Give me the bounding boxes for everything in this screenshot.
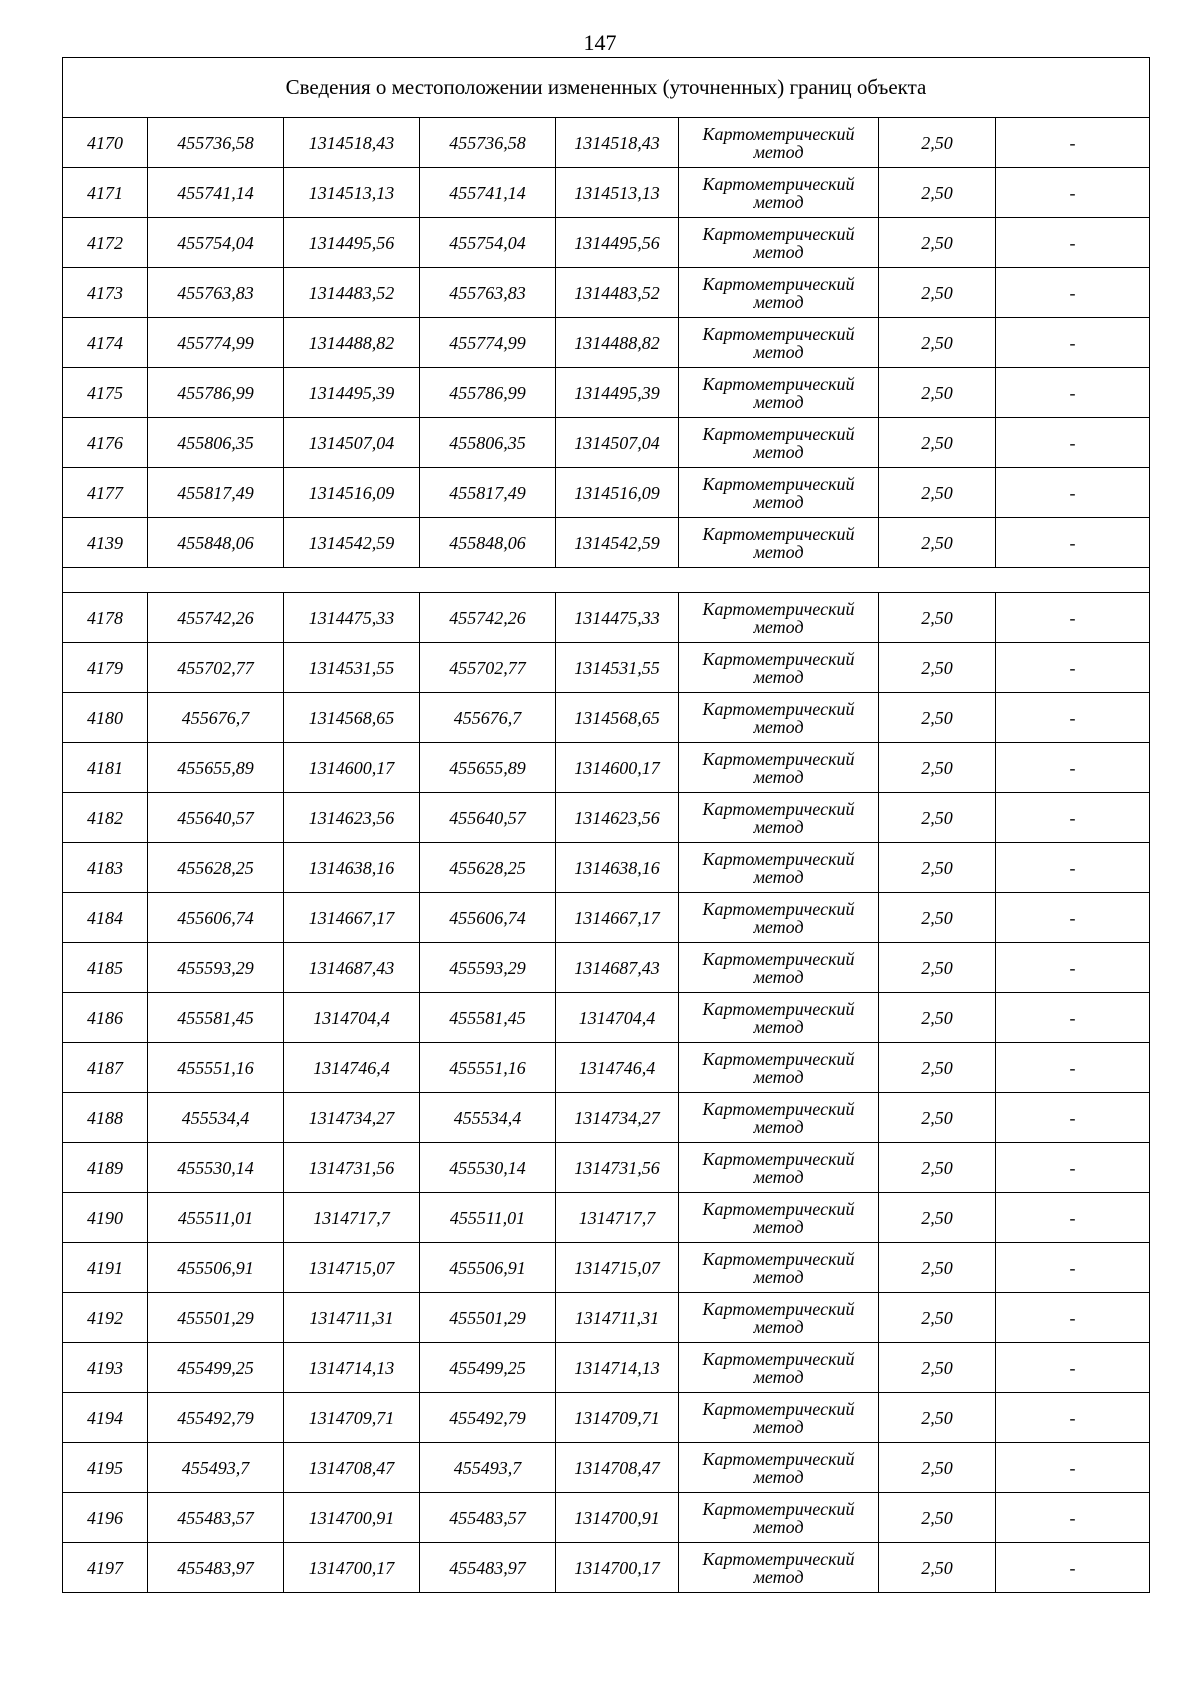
table-row — [63, 593, 1150, 643]
cell-refined-y: 1314638,16 — [556, 843, 679, 893]
table-row — [63, 1393, 1150, 1443]
cell-accuracy: 2,50 — [879, 593, 996, 643]
separator-cell — [63, 568, 1150, 593]
cell-existing-x: 455606,74 — [148, 893, 284, 943]
cell-refined-y: 1314731,56 — [556, 1143, 679, 1193]
cell-method: Картометрический метод — [679, 418, 879, 468]
cell-refined-x: 455817,49 — [420, 468, 556, 518]
table-row — [63, 318, 1150, 368]
cell-note: - — [996, 1543, 1150, 1593]
cell-refined-y: 1314700,91 — [556, 1493, 679, 1543]
cell-point-number: 4180 — [63, 693, 148, 743]
cell-note: - — [996, 993, 1150, 1043]
cell-method: Картометрический метод — [679, 1343, 879, 1393]
cell-refined-y: 1314704,4 — [556, 993, 679, 1043]
cell-accuracy: 2,50 — [879, 418, 996, 468]
cell-refined-x: 455763,83 — [420, 268, 556, 318]
cell-refined-x: 455606,74 — [420, 893, 556, 943]
cell-note: - — [996, 843, 1150, 893]
cell-point-number: 4171 — [63, 168, 148, 218]
cell-accuracy: 2,50 — [879, 168, 996, 218]
cell-refined-y: 1314623,56 — [556, 793, 679, 843]
cell-refined-y: 1314568,65 — [556, 693, 679, 743]
cell-method: Картометрический метод — [679, 793, 879, 843]
cell-existing-y: 1314746,4 — [284, 1043, 420, 1093]
cell-refined-y: 1314746,4 — [556, 1043, 679, 1093]
cell-accuracy: 2,50 — [879, 943, 996, 993]
cell-refined-y: 1314513,13 — [556, 168, 679, 218]
cell-refined-y: 1314516,09 — [556, 468, 679, 518]
table-row — [63, 1143, 1150, 1193]
cell-accuracy: 2,50 — [879, 118, 996, 168]
cell-method: Картометрический метод — [679, 1543, 879, 1593]
cell-existing-x: 455676,7 — [148, 693, 284, 743]
cell-note: - — [996, 118, 1150, 168]
cell-accuracy: 2,50 — [879, 318, 996, 368]
table-row — [63, 1293, 1150, 1343]
cell-note: - — [996, 1193, 1150, 1243]
cell-accuracy: 2,50 — [879, 693, 996, 743]
cell-existing-x: 455492,79 — [148, 1393, 284, 1443]
cell-existing-x: 455655,89 — [148, 743, 284, 793]
cell-existing-y: 1314513,13 — [284, 168, 420, 218]
cell-note: - — [996, 893, 1150, 943]
cell-accuracy: 2,50 — [879, 1393, 996, 1443]
cell-refined-x: 455640,57 — [420, 793, 556, 843]
cell-refined-y: 1314711,31 — [556, 1293, 679, 1343]
cell-refined-y: 1314600,17 — [556, 743, 679, 793]
cell-note: - — [996, 468, 1150, 518]
cell-note: - — [996, 593, 1150, 643]
cell-existing-x: 455501,29 — [148, 1293, 284, 1343]
cell-existing-x: 455774,99 — [148, 318, 284, 368]
table-row — [63, 1443, 1150, 1493]
cell-point-number: 4188 — [63, 1093, 148, 1143]
cell-existing-y: 1314731,56 — [284, 1143, 420, 1193]
cell-accuracy: 2,50 — [879, 993, 996, 1043]
cell-refined-x: 455593,29 — [420, 943, 556, 993]
cell-note: - — [996, 1443, 1150, 1493]
cell-refined-x: 455551,16 — [420, 1043, 556, 1093]
table-body — [63, 58, 1150, 1593]
cell-refined-x: 455741,14 — [420, 168, 556, 218]
cell-accuracy: 2,50 — [879, 1443, 996, 1493]
cell-accuracy: 2,50 — [879, 218, 996, 268]
cell-method: Картометрический метод — [679, 268, 879, 318]
cell-existing-x: 455506,91 — [148, 1243, 284, 1293]
cell-refined-x: 455676,7 — [420, 693, 556, 743]
cell-existing-x: 455848,06 — [148, 518, 284, 568]
cell-method: Картометрический метод — [679, 1143, 879, 1193]
cell-note: - — [996, 1393, 1150, 1443]
cell-accuracy: 2,50 — [879, 1043, 996, 1093]
cell-method: Картометрический метод — [679, 1193, 879, 1243]
cell-refined-x: 455534,4 — [420, 1093, 556, 1143]
cell-note: - — [996, 793, 1150, 843]
table-row — [63, 468, 1150, 518]
cell-existing-y: 1314568,65 — [284, 693, 420, 743]
cell-existing-y: 1314495,56 — [284, 218, 420, 268]
cell-method: Картометрический метод — [679, 593, 879, 643]
cell-accuracy: 2,50 — [879, 643, 996, 693]
cell-existing-y: 1314700,17 — [284, 1543, 420, 1593]
cell-existing-y: 1314704,4 — [284, 993, 420, 1043]
table-row — [63, 843, 1150, 893]
table-row — [63, 743, 1150, 793]
cell-point-number: 4176 — [63, 418, 148, 468]
cell-note: - — [996, 1243, 1150, 1293]
cell-method: Картометрический метод — [679, 743, 879, 793]
cell-note: - — [996, 1343, 1150, 1393]
table-row — [63, 268, 1150, 318]
cell-existing-y: 1314708,47 — [284, 1443, 420, 1493]
cell-existing-y: 1314700,91 — [284, 1493, 420, 1543]
cell-note: - — [996, 943, 1150, 993]
table-row — [63, 793, 1150, 843]
cell-refined-x: 455493,7 — [420, 1443, 556, 1493]
cell-existing-x: 455736,58 — [148, 118, 284, 168]
cell-existing-y: 1314475,33 — [284, 593, 420, 643]
cell-note: - — [996, 1143, 1150, 1193]
cell-method: Картометрический метод — [679, 318, 879, 368]
cell-accuracy: 2,50 — [879, 268, 996, 318]
cell-method: Картометрический метод — [679, 1393, 879, 1443]
cell-note: - — [996, 318, 1150, 368]
cell-existing-x: 455741,14 — [148, 168, 284, 218]
cell-existing-y: 1314518,43 — [284, 118, 420, 168]
cell-method: Картометрический метод — [679, 168, 879, 218]
cell-existing-y: 1314687,43 — [284, 943, 420, 993]
cell-refined-y: 1314531,55 — [556, 643, 679, 693]
cell-note: - — [996, 168, 1150, 218]
cell-refined-y: 1314715,07 — [556, 1243, 679, 1293]
cell-refined-x: 455702,77 — [420, 643, 556, 693]
cell-refined-x: 455530,14 — [420, 1143, 556, 1193]
cell-existing-y: 1314715,07 — [284, 1243, 420, 1293]
cell-method: Картометрический метод — [679, 1293, 879, 1343]
cell-point-number: 4178 — [63, 593, 148, 643]
cell-point-number: 4197 — [63, 1543, 148, 1593]
cell-refined-y: 1314483,52 — [556, 268, 679, 318]
cell-existing-x: 455551,16 — [148, 1043, 284, 1093]
cell-accuracy: 2,50 — [879, 368, 996, 418]
cell-point-number: 4184 — [63, 893, 148, 943]
cell-refined-y: 1314495,39 — [556, 368, 679, 418]
cell-point-number: 4195 — [63, 1443, 148, 1493]
table-row — [63, 1093, 1150, 1143]
cell-method: Картометрический метод — [679, 893, 879, 943]
cell-point-number: 4174 — [63, 318, 148, 368]
boundary-coordinates-table — [62, 57, 1150, 1593]
cell-accuracy: 2,50 — [879, 1543, 996, 1593]
cell-existing-x: 455511,01 — [148, 1193, 284, 1243]
cell-point-number: 4186 — [63, 993, 148, 1043]
cell-refined-x: 455501,29 — [420, 1293, 556, 1343]
cell-refined-x: 455581,45 — [420, 993, 556, 1043]
cell-refined-y: 1314687,43 — [556, 943, 679, 993]
cell-refined-x: 455511,01 — [420, 1193, 556, 1243]
cell-existing-x: 455754,04 — [148, 218, 284, 268]
cell-note: - — [996, 643, 1150, 693]
cell-method: Картометрический метод — [679, 1493, 879, 1543]
cell-accuracy: 2,50 — [879, 1293, 996, 1343]
cell-point-number: 4194 — [63, 1393, 148, 1443]
table-row — [63, 1193, 1150, 1243]
cell-existing-x: 455786,99 — [148, 368, 284, 418]
table-row — [63, 368, 1150, 418]
cell-refined-x: 455806,35 — [420, 418, 556, 468]
table-row — [63, 943, 1150, 993]
cell-refined-y: 1314475,33 — [556, 593, 679, 643]
cell-point-number: 4173 — [63, 268, 148, 318]
cell-method: Картометрический метод — [679, 943, 879, 993]
cell-existing-x: 455817,49 — [148, 468, 284, 518]
cell-accuracy: 2,50 — [879, 1243, 996, 1293]
cell-existing-y: 1314531,55 — [284, 643, 420, 693]
cell-refined-y: 1314518,43 — [556, 118, 679, 168]
contour-separator-row — [63, 568, 1150, 593]
cell-existing-x: 455702,77 — [148, 643, 284, 693]
cell-note: - — [996, 268, 1150, 318]
cell-refined-x: 455655,89 — [420, 743, 556, 793]
cell-note: - — [996, 743, 1150, 793]
cell-accuracy: 2,50 — [879, 843, 996, 893]
cell-point-number: 4192 — [63, 1293, 148, 1343]
cell-refined-y: 1314714,13 — [556, 1343, 679, 1393]
cell-refined-y: 1314667,17 — [556, 893, 679, 943]
cell-accuracy: 2,50 — [879, 743, 996, 793]
cell-note: - — [996, 1493, 1150, 1543]
cell-accuracy: 2,50 — [879, 893, 996, 943]
cell-refined-y: 1314495,56 — [556, 218, 679, 268]
cell-method: Картометрический метод — [679, 643, 879, 693]
cell-existing-y: 1314495,39 — [284, 368, 420, 418]
cell-existing-x: 455530,14 — [148, 1143, 284, 1193]
cell-point-number: 4172 — [63, 218, 148, 268]
cell-existing-y: 1314623,56 — [284, 793, 420, 843]
table-title-row — [63, 58, 1150, 118]
cell-refined-y: 1314734,27 — [556, 1093, 679, 1143]
cell-existing-y: 1314483,52 — [284, 268, 420, 318]
cell-accuracy: 2,50 — [879, 518, 996, 568]
cell-existing-x: 455806,35 — [148, 418, 284, 468]
cell-point-number: 4139 — [63, 518, 148, 568]
cell-note: - — [996, 1043, 1150, 1093]
cell-refined-y: 1314542,59 — [556, 518, 679, 568]
table-row — [63, 993, 1150, 1043]
cell-method: Картометрический метод — [679, 518, 879, 568]
cell-point-number: 4175 — [63, 368, 148, 418]
cell-existing-x: 455483,57 — [148, 1493, 284, 1543]
cell-accuracy: 2,50 — [879, 1193, 996, 1243]
cell-refined-x: 455786,99 — [420, 368, 556, 418]
cell-method: Картометрический метод — [679, 1043, 879, 1093]
cell-refined-x: 455628,25 — [420, 843, 556, 893]
cell-point-number: 4193 — [63, 1343, 148, 1393]
cell-existing-y: 1314709,71 — [284, 1393, 420, 1443]
cell-existing-y: 1314488,82 — [284, 318, 420, 368]
cell-note: - — [996, 518, 1150, 568]
table-row — [63, 1243, 1150, 1293]
table-row — [63, 693, 1150, 743]
cell-method: Картометрический метод — [679, 1093, 879, 1143]
cell-point-number: 4196 — [63, 1493, 148, 1543]
cell-existing-x: 455763,83 — [148, 268, 284, 318]
table-row — [63, 518, 1150, 568]
cell-point-number: 4179 — [63, 643, 148, 693]
table-row — [63, 418, 1150, 468]
cell-existing-x: 455640,57 — [148, 793, 284, 843]
cell-existing-x: 455499,25 — [148, 1343, 284, 1393]
cell-note: - — [996, 218, 1150, 268]
cell-refined-y: 1314700,17 — [556, 1543, 679, 1593]
cell-point-number: 4181 — [63, 743, 148, 793]
cell-existing-y: 1314516,09 — [284, 468, 420, 518]
cell-point-number: 4170 — [63, 118, 148, 168]
cell-existing-x: 455581,45 — [148, 993, 284, 1043]
cell-method: Картометрический метод — [679, 368, 879, 418]
cell-point-number: 4182 — [63, 793, 148, 843]
cell-existing-y: 1314542,59 — [284, 518, 420, 568]
table-row — [63, 1493, 1150, 1543]
cell-accuracy: 2,50 — [879, 1493, 996, 1543]
cell-point-number: 4185 — [63, 943, 148, 993]
cell-accuracy: 2,50 — [879, 468, 996, 518]
cell-note: - — [996, 418, 1150, 468]
table-row — [63, 643, 1150, 693]
table-row — [63, 1043, 1150, 1093]
table-row — [63, 893, 1150, 943]
cell-existing-x: 455534,4 — [148, 1093, 284, 1143]
table-row — [63, 168, 1150, 218]
cell-refined-x: 455848,06 — [420, 518, 556, 568]
cell-accuracy: 2,50 — [879, 1143, 996, 1193]
cell-refined-x: 455774,99 — [420, 318, 556, 368]
cell-refined-y: 1314507,04 — [556, 418, 679, 468]
cell-refined-x: 455483,57 — [420, 1493, 556, 1543]
cell-point-number: 4191 — [63, 1243, 148, 1293]
cell-existing-y: 1314507,04 — [284, 418, 420, 468]
table-row — [63, 1543, 1150, 1593]
cell-accuracy: 2,50 — [879, 1343, 996, 1393]
cell-existing-x: 455742,26 — [148, 593, 284, 643]
cell-accuracy: 2,50 — [879, 1093, 996, 1143]
cell-refined-y: 1314708,47 — [556, 1443, 679, 1493]
cell-existing-y: 1314638,16 — [284, 843, 420, 893]
cell-existing-y: 1314667,17 — [284, 893, 420, 943]
cell-refined-y: 1314709,71 — [556, 1393, 679, 1443]
cell-existing-y: 1314714,13 — [284, 1343, 420, 1393]
table-title: Сведения о местоположении измененных (уточненных) границ объекта — [63, 58, 1150, 118]
cell-point-number: 4187 — [63, 1043, 148, 1093]
cell-existing-y: 1314734,27 — [284, 1093, 420, 1143]
cell-note: - — [996, 1293, 1150, 1343]
cell-refined-x: 455483,97 — [420, 1543, 556, 1593]
cell-refined-y: 1314717,7 — [556, 1193, 679, 1243]
table-row — [63, 118, 1150, 168]
cell-method: Картометрический метод — [679, 118, 879, 168]
table-row — [63, 218, 1150, 268]
cell-point-number: 4189 — [63, 1143, 148, 1193]
cell-accuracy: 2,50 — [879, 793, 996, 843]
cell-existing-y: 1314717,7 — [284, 1193, 420, 1243]
cell-existing-y: 1314600,17 — [284, 743, 420, 793]
cell-method: Картометрический метод — [679, 218, 879, 268]
cell-existing-x: 455628,25 — [148, 843, 284, 893]
cell-refined-x: 455736,58 — [420, 118, 556, 168]
cell-refined-x: 455492,79 — [420, 1393, 556, 1443]
cell-method: Картометрический метод — [679, 468, 879, 518]
cell-refined-y: 1314488,82 — [556, 318, 679, 368]
cell-existing-y: 1314711,31 — [284, 1293, 420, 1343]
cell-note: - — [996, 1093, 1150, 1143]
cell-existing-x: 455593,29 — [148, 943, 284, 993]
cell-refined-x: 455742,26 — [420, 593, 556, 643]
cell-method: Картометрический метод — [679, 993, 879, 1043]
cell-method: Картометрический метод — [679, 1443, 879, 1493]
cell-point-number: 4183 — [63, 843, 148, 893]
cell-refined-x: 455499,25 — [420, 1343, 556, 1393]
cell-method: Картометрический метод — [679, 1243, 879, 1293]
cell-note: - — [996, 693, 1150, 743]
page-number: 147 — [583, 30, 617, 55]
cell-method: Картометрический метод — [679, 693, 879, 743]
cell-existing-x: 455493,7 — [148, 1443, 284, 1493]
table-row — [63, 1343, 1150, 1393]
cell-existing-x: 455483,97 — [148, 1543, 284, 1593]
cell-point-number: 4177 — [63, 468, 148, 518]
cell-point-number: 4190 — [63, 1193, 148, 1243]
cell-method: Картометрический метод — [679, 843, 879, 893]
cell-refined-x: 455506,91 — [420, 1243, 556, 1293]
cell-note: - — [996, 368, 1150, 418]
cell-refined-x: 455754,04 — [420, 218, 556, 268]
